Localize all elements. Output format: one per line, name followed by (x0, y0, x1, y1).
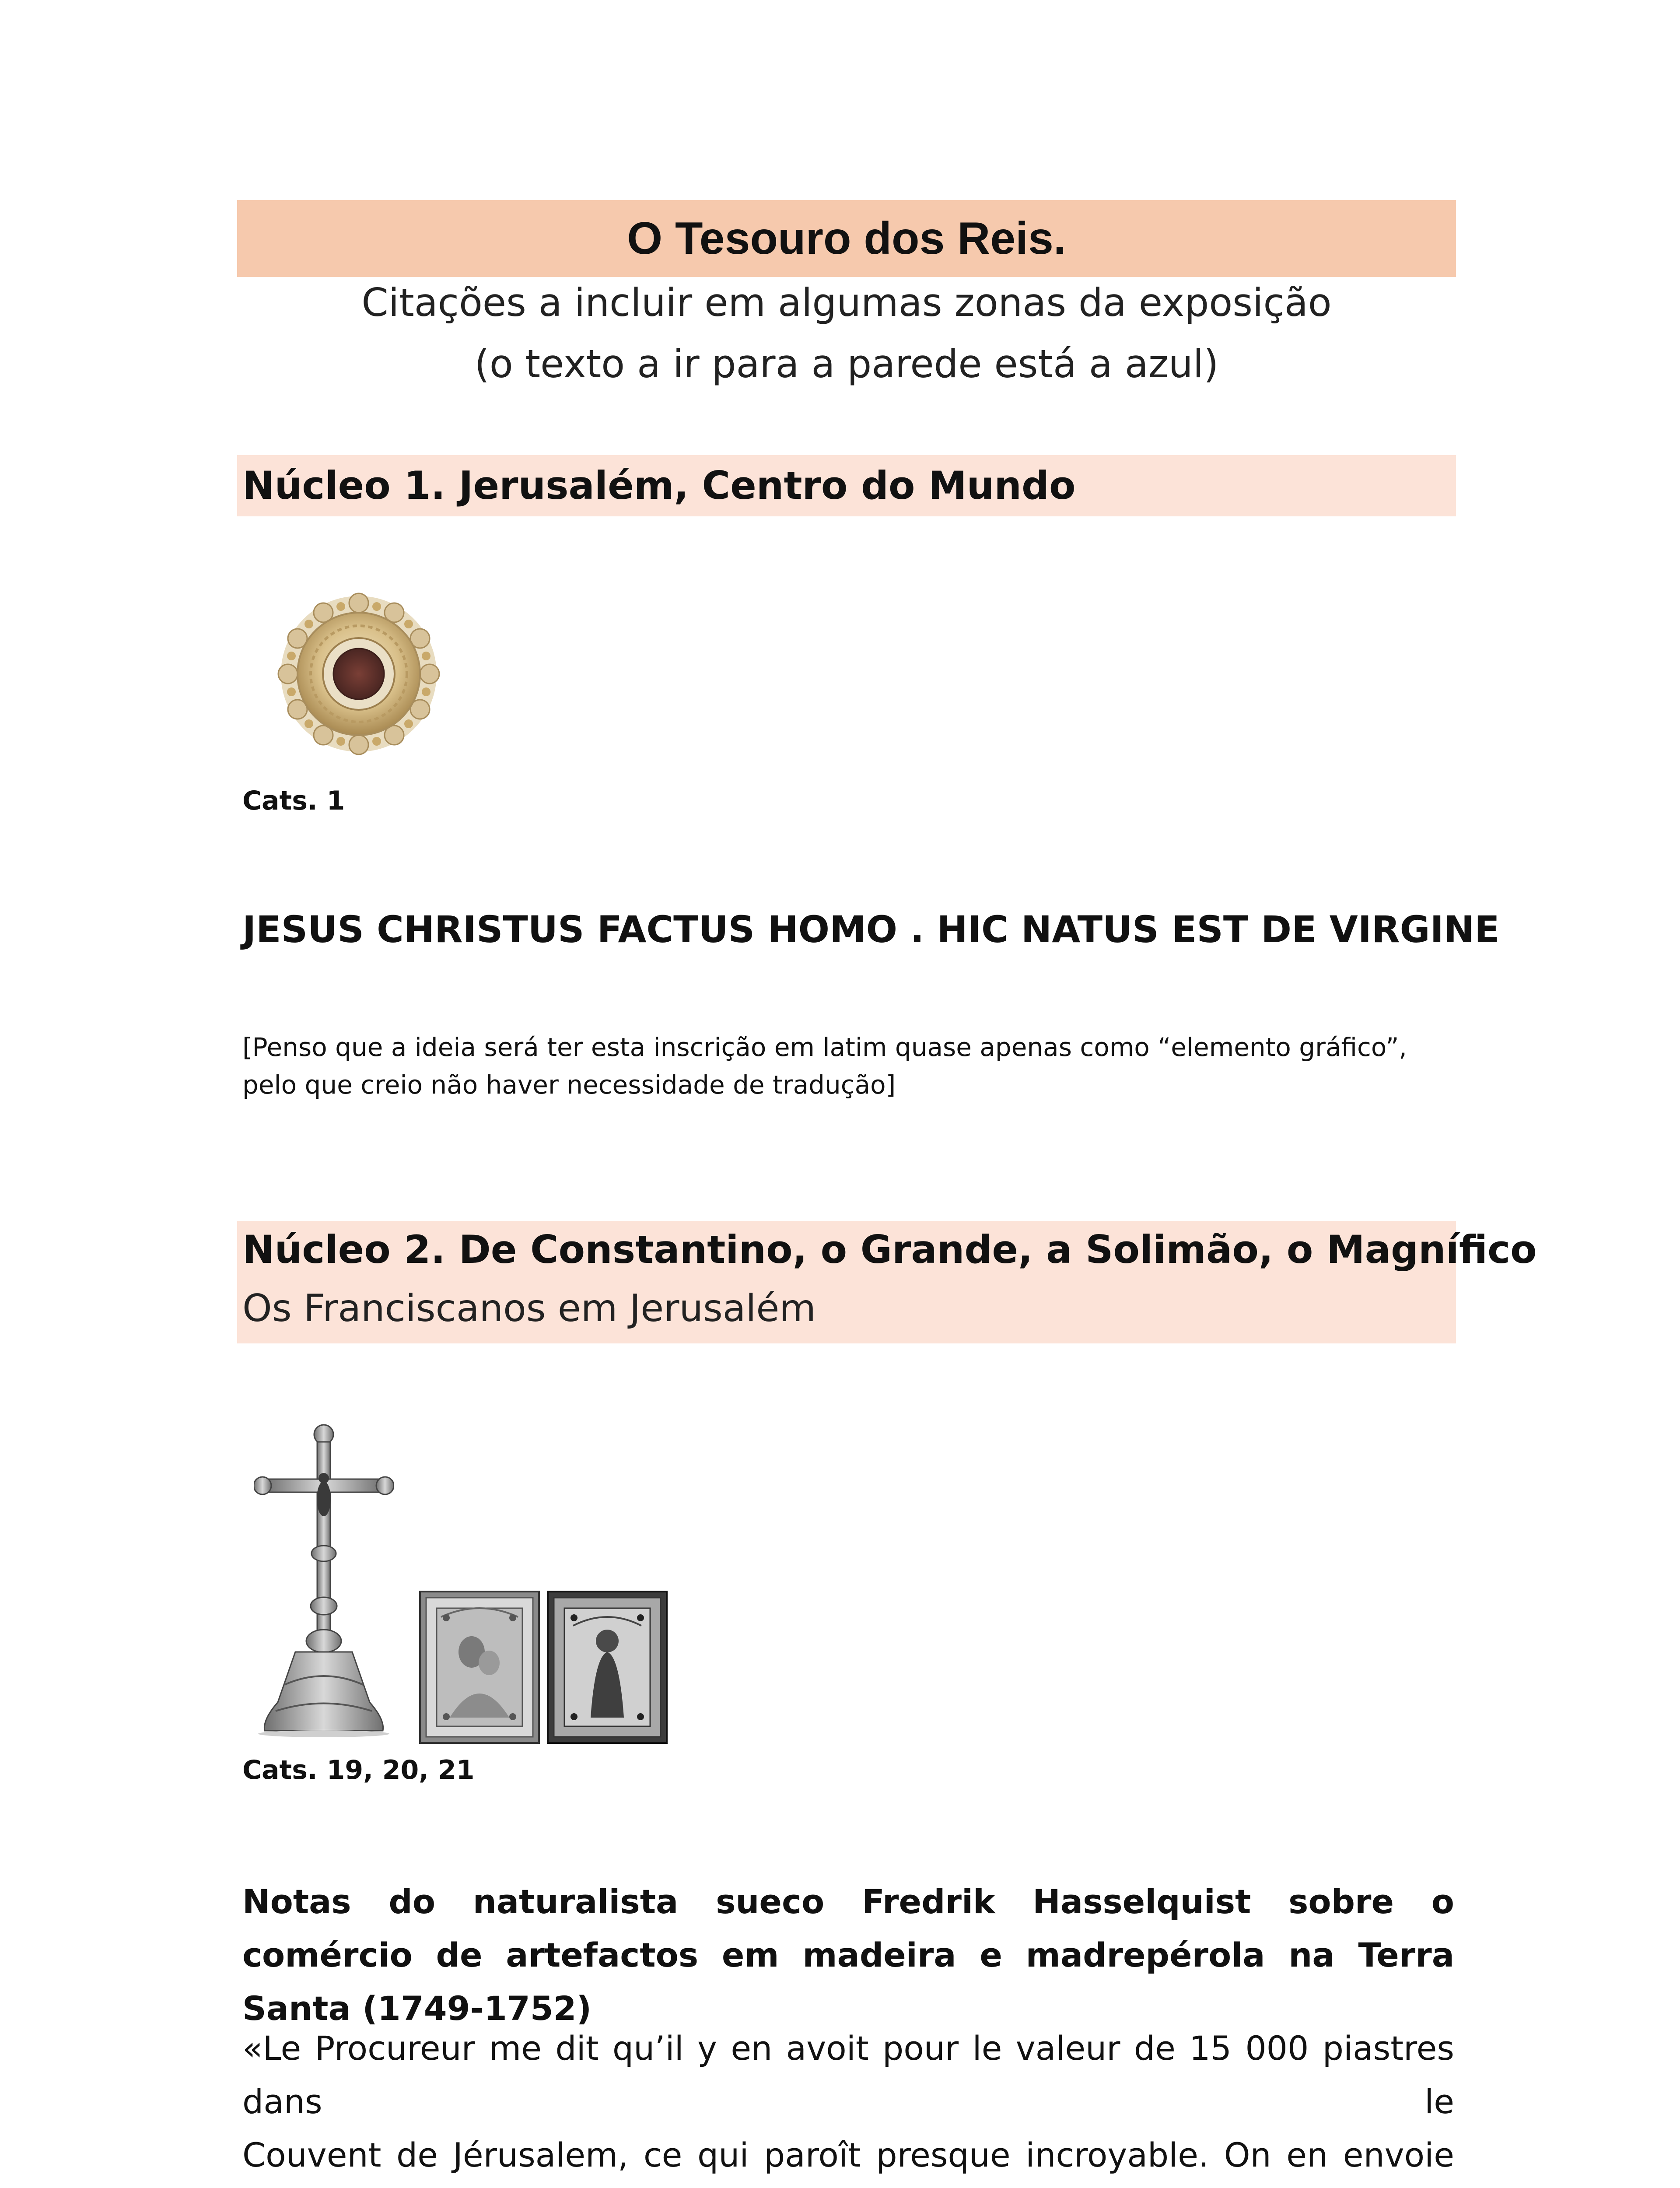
reliquary-medallion-image (276, 591, 442, 757)
processional-cross-image (254, 1422, 394, 1737)
mother-of-pearl-plaque-image (547, 1591, 668, 1744)
translation-note: [Penso que a ideia será ter esta inscrição em latim quase apenas como “elemento gráfico”, pelo que creio não haver necessidade de tradução] (242, 1032, 1407, 1100)
document-subtitle-line2: (o texto a ir para a parede está a azul) (474, 341, 1219, 386)
hasselquist-quote (242, 2022, 1454, 2188)
quote-line: Couvent de Jérusalem, ce qui paroît presque incroyable. On en envoie (242, 2135, 1454, 2174)
section1-band (237, 455, 1456, 516)
section1-title: Núcleo 1. Jerusalém, Centro do Mundo (242, 463, 1076, 508)
section2-title: Núcleo 2. De Constantino, o Grande, a Solimão, o Magnífico (242, 1227, 1537, 1272)
section2-cats-label: Cats. 19, 20, 21 (242, 1755, 475, 1785)
section1-cats-label: Cats. 1 (242, 785, 345, 816)
hasselquist-heading: Notas do naturalista sueco Fredrik Hasselquist sobre o comércio de artefactos em madeira e madrepérola na Terra Santa (1749-1752) (242, 1882, 1454, 2028)
quote-line: «Le Procureur me dit qu’il y en avoit pour le valeur de 15 000 piastres dans le (242, 2029, 1454, 2121)
document-subtitle-line1: Citações a incluir em algumas zonas da exposição (361, 280, 1332, 325)
section2-subtitle: Os Franciscanos em Jerusalém (242, 1287, 816, 1330)
mother-of-pearl-plaque-image (419, 1591, 540, 1744)
title-band (237, 200, 1456, 277)
document-title: O Tesouro dos Reis. (627, 213, 1066, 264)
section2-band (237, 1221, 1537, 1343)
latin-inscription: JESUS CHRISTUS FACTUS HOMO . HIC NATUS EST DE VIRGINE (242, 908, 1500, 951)
